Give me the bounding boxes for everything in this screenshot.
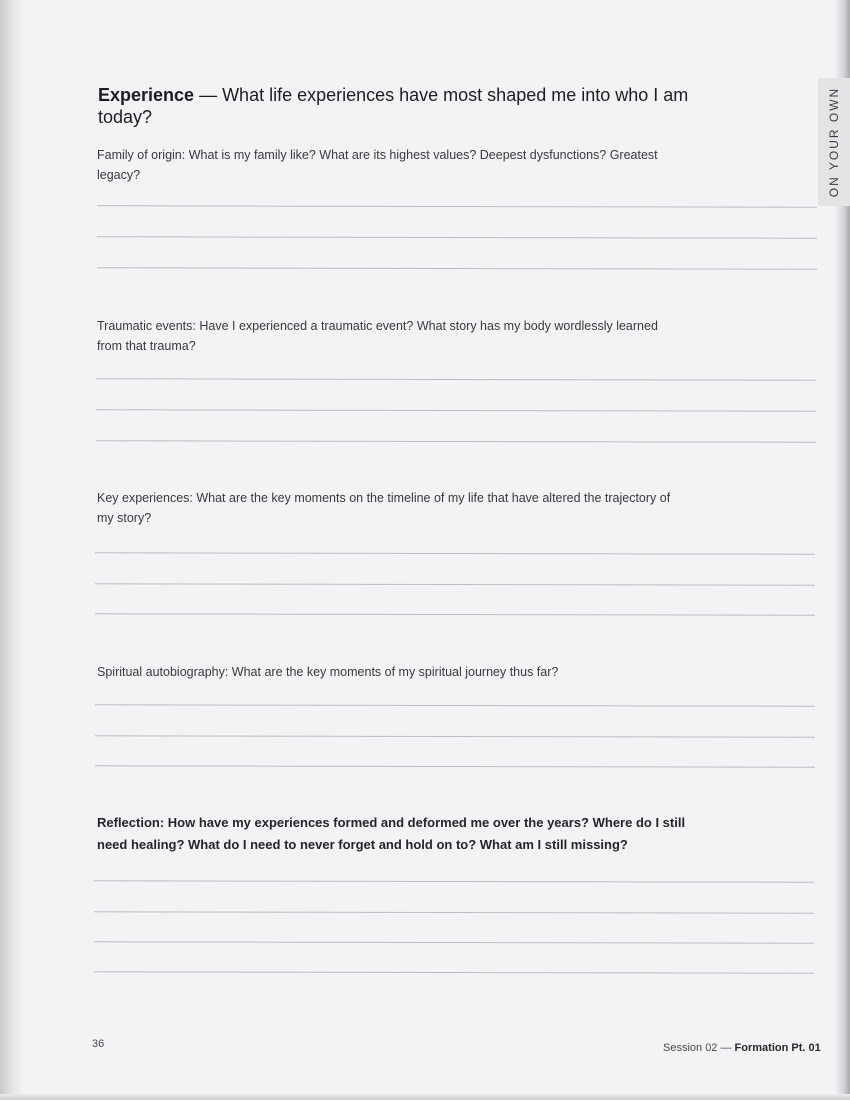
answer-line[interactable] [96, 409, 816, 412]
answer-line[interactable] [96, 440, 816, 443]
footer-section: Formation Pt. 01 [734, 1042, 821, 1054]
answer-line[interactable] [95, 765, 815, 768]
prompt-reflection: Reflection: How have my experiences formed and deformed me over the years? Where do I still need healing? What do I need to never forget and hold on to? What am I still missing? [97, 815, 686, 852]
answer-line[interactable] [95, 552, 815, 555]
title-keyword: Experience [98, 85, 195, 105]
side-tab-label: ON YOUR OWN [827, 86, 841, 198]
footer-session: Session 02 — [663, 1042, 735, 1054]
answer-line[interactable] [95, 583, 815, 586]
answer-line[interactable] [94, 941, 814, 944]
answer-line[interactable] [95, 613, 815, 616]
answer-line[interactable] [94, 911, 814, 914]
answer-line[interactable] [97, 267, 817, 270]
answer-line[interactable] [95, 735, 815, 738]
answer-line[interactable] [95, 704, 815, 707]
running-footer [663, 1042, 821, 1054]
answer-line[interactable] [94, 880, 814, 883]
page-number: 36 [92, 1038, 105, 1050]
answer-line[interactable] [96, 378, 816, 381]
title-question: — What life experiences have most shaped me into who I am today? [98, 85, 689, 127]
page-title [98, 84, 718, 128]
answer-line[interactable] [97, 236, 817, 239]
page-bottom-edge [0, 1094, 850, 1100]
page-binding-shadow [0, 0, 22, 1100]
prompt-spiritual-autobiography: Spiritual autobiography: What are the key moments of my spiritual journey thus far? [97, 665, 559, 679]
prompt-key-experiences: Key experiences: What are the key moments on the timeline of my life that have altered the trajectory of my story? [97, 491, 671, 525]
answer-line[interactable] [97, 205, 817, 208]
prompt-family-of-origin: Family of origin: What is my family like? What are its highest values? Deepest dysfunctions? Greatest legacy? [97, 148, 658, 182]
answer-line[interactable] [94, 971, 814, 974]
prompt-traumatic-events: Traumatic events: Have I experienced a traumatic event? What story has my body wordlessly learned from that trauma? [97, 319, 658, 353]
